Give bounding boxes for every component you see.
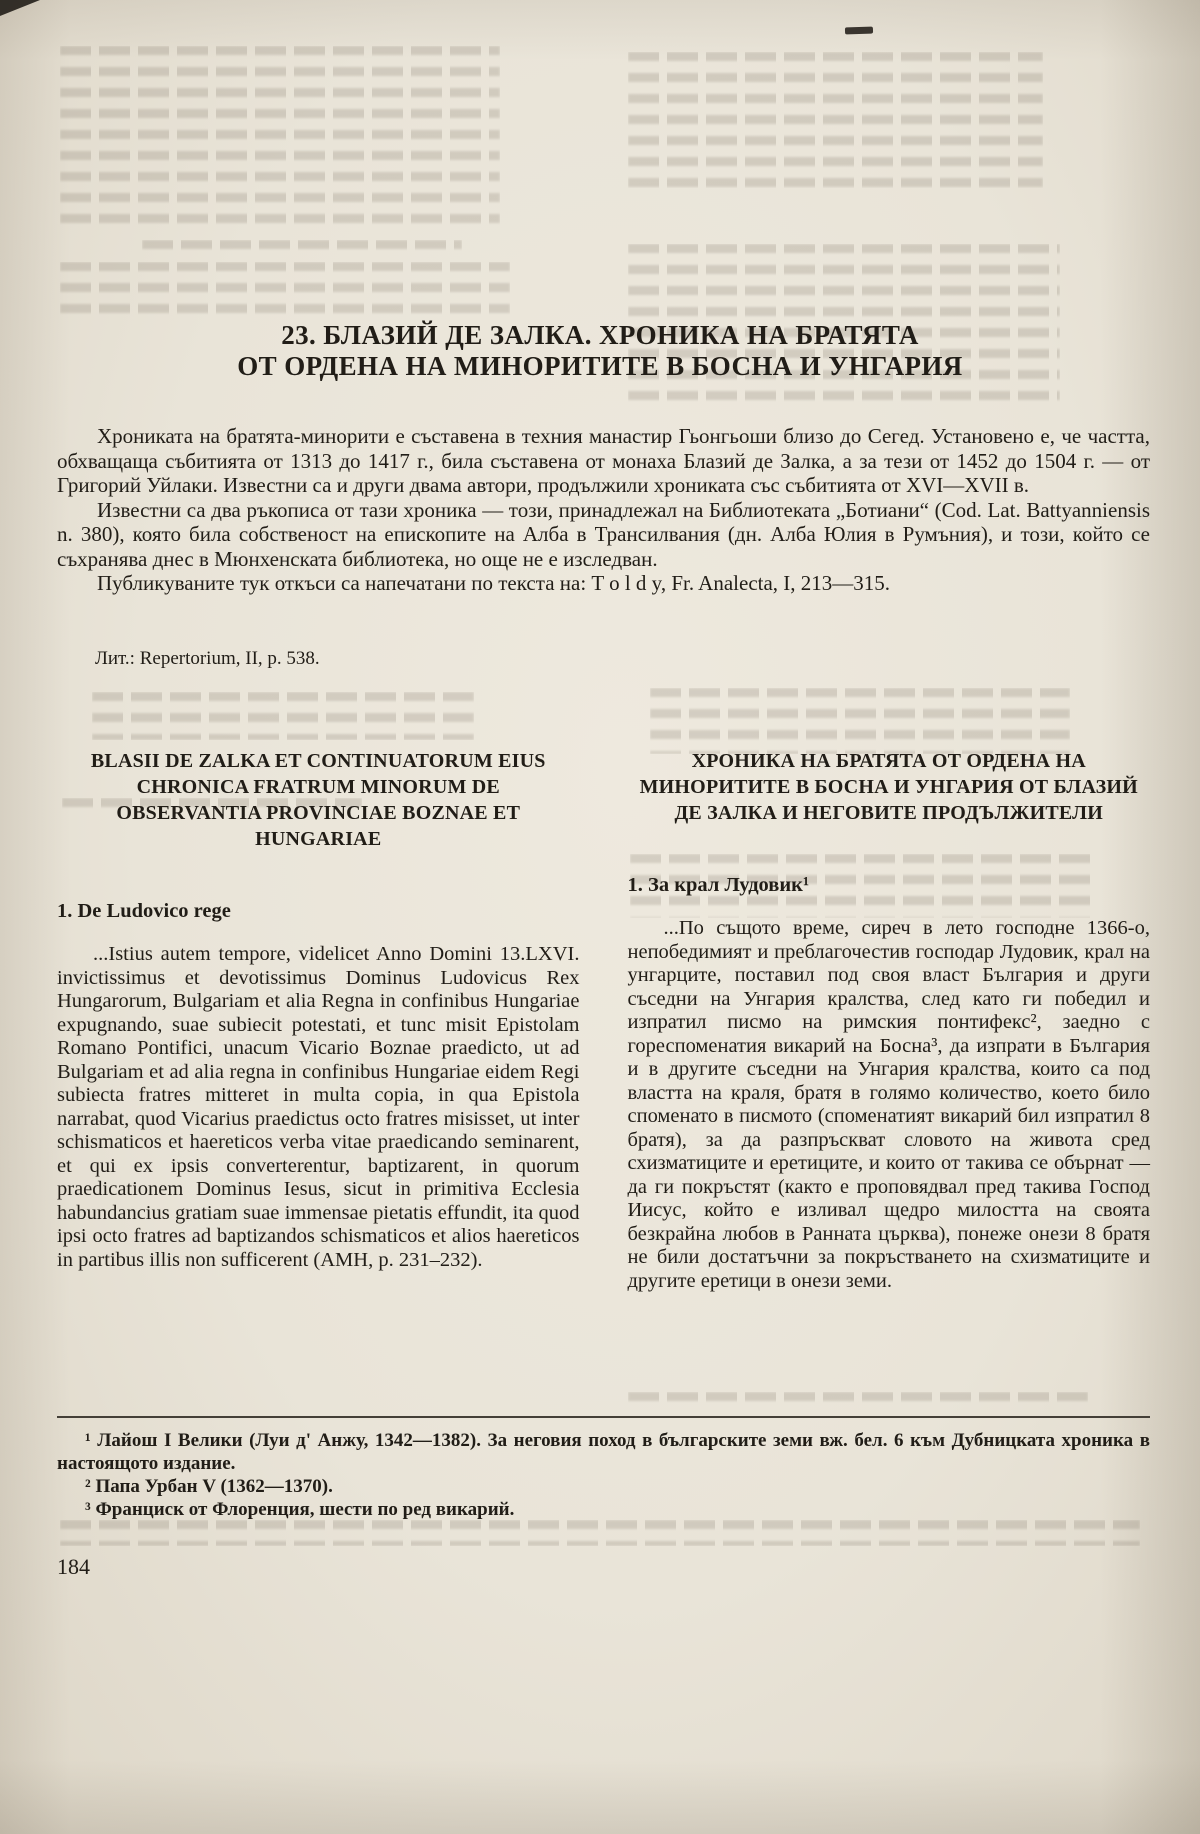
bleedthrough-text: [650, 688, 1070, 754]
bleedthrough-text: [60, 262, 510, 324]
intro-paragraph: Известни са два ръкописа от тази хроника — този, принадлежал на Библиотеката „Ботиани“ (Cod. Lat. Battyanniensis n. 380), която била собственост на епископите на Алба в Трансилвания (дн. Алба Юлия в Румъния), и този, който се съхранява днес в Мюнхенската библиотека, но още не е изследван.: [57, 497, 1150, 571]
latin-column-body: ...Istius autem tempore, videlicet Anno Domini 13.LXVI. invictissimus et devotissimus Dominus Ludovicus Rex Hungarorum, Bulgariam et alia Regna in confinibus Hungariae expugnando, suae subiecit potestati, et tunc misit Epistolam Romano Pontifici, unacum Vicario Boznae praedicto, ut ad Bulgariam et ad alia regna in confinibus Hungariae eidem Regi subiecta fratres mitteret in multa copia, in qua Epistola narrabat, quod Vicarius praedictus octo fratres misisset, ut inter schismaticos et haereticos verba vitae praedicando seminarent, et qui ex ipsis converterentur, baptizarent, in quorum praedicationem Dominus Iesus, sicut in primitiva Ecclesia habundancius gratiam suae immensae pietatis effundit, ita quod ipsi octo fratres ad baptizandos schismaticos et alios haereticos in partibus illis non sufficerent (AMH, p. 231–232).: [57, 943, 580, 1271]
introduction: [57, 424, 1150, 596]
intro-paragraph: Публикуваните тук откъси са напечатани по текста на: T o l d y, Fr. Analecta, I, 213—315.: [97, 571, 891, 595]
page-number: 184: [57, 1554, 90, 1579]
footnote-area: [57, 1416, 1150, 1521]
footnote-rule: [57, 1416, 1150, 1418]
latin-column: [57, 748, 580, 1293]
footnote: ² Папа Урбан V (1362—1370).: [85, 1476, 333, 1497]
bleedthrough-text: [60, 46, 500, 232]
latin-section-heading: 1. De Ludovico rege: [57, 900, 231, 922]
lit-reference: Лит.: Repertorium, II, p. 538.: [95, 648, 320, 669]
bleedthrough-text: [60, 1520, 1140, 1546]
parallel-columns: [57, 748, 1150, 1293]
footnote: ³ Франциск от Флоренция, шести по ред викарий.: [85, 1499, 515, 1520]
bulgarian-section-heading: 1. За крал Лудовик¹: [627, 874, 810, 896]
bulgarian-column: [628, 748, 1151, 1293]
bleedthrough-text: [92, 692, 474, 740]
scan-artifact-dash: [845, 27, 873, 35]
bleedthrough-text: [628, 52, 1043, 188]
chapter-title-line2: ОТ ОРДЕНА НА МИНОРИТИТЕ В БОСНА И УНГАРИЯ: [237, 351, 963, 381]
bulgarian-column-title: ХРОНИКА НА БРАТЯТА ОТ ОРДЕНА НА МИНОРИТИТЕ В БОСНА И УНГАРИЯ ОТ БЛАЗИЙ ДЕ ЗАЛКА И НЕГОВИТЕ ПРОДЪЛЖИТЕЛИ: [639, 750, 1138, 824]
chapter-title: [0, 320, 1200, 382]
chapter-title-line1: 23. БЛАЗИЙ ДЕ ЗАЛКА. ХРОНИКА НА БРАТЯТА: [281, 320, 919, 350]
bleedthrough-text: [142, 240, 462, 256]
footnote: ¹ Лайош I Велики (Луи д' Анжу, 1342—1382). За неговия поход в българските земи вж. бел. 6 към Дубницката хроника в настоящото издание.: [57, 1430, 1150, 1474]
scan-artifact-corner: [0, 0, 40, 16]
bulgarian-column-body: ...По същото време, сиреч в лето господне 1366-о, непобедимият и преблагочестив господар Лудовик, крал на унгарците, поставил под своя власт България и други съседни на Унгария кралства, след като ги победил и изпратил писмо на римския понтифекс², заедно с гореспоменатия викарий на Босна³, да изпрати в България и в другите съседни на Унгария кралства, които са под властта на краля, братя в голямо количество, което било споменато в писмото (споменатият викарий бил изпратил 8 братя), за да разпръскват словото на живота сред схизматиците и еретиците, и които от такива се обърнат — да ги покръстят (както е проповядвал пред такива Господ Иисус, който е изливал щедро милостта на своята безкрайна любов в Ранната църква), понеже онези 8 братя не били достатъчни за покръстването на схизматиците и другите еретици в онези земи.: [627, 917, 1150, 1292]
latin-column-title: BLASII DE ZALKA ET CONTINUATORUM EIUS CHRONICA FRATRUM MINORUM DE OBSERVANTIA PROVINCIAE BOZNAE ET HUNGARIAE: [90, 750, 546, 850]
bleedthrough-text: [628, 1392, 1088, 1408]
intro-paragraph: Хрониката на братята-минорити е съставена в техния манастир Гьонгьоши близо до Сегед. Установено е, че частта, обхващаща събитията от 1313 до 1417 г., била съставена от монаха Блазий де Залка, а за тези от 1452 до 1504 г. — от Григорий Уйлаки. Известни са и други двама автори, продължили хрониката със събитията от XVI—XVII в.: [57, 424, 1150, 497]
